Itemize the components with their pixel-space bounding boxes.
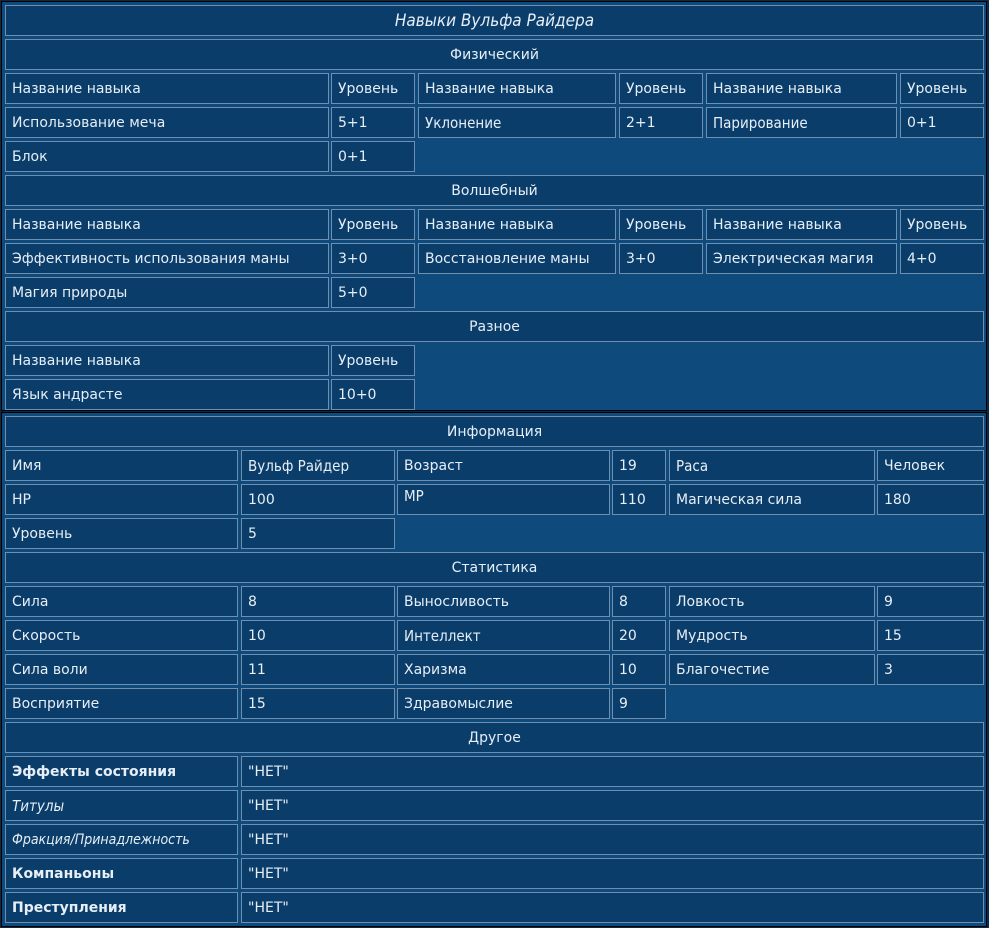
stat-value-willpower: 11: [241, 654, 395, 685]
skill-name: Уклонение: [418, 107, 616, 138]
stat-label-endurance: Выносливость: [397, 586, 610, 617]
info-label-age: Возраст: [397, 450, 610, 481]
skill-name: Электрическая магия: [706, 243, 897, 274]
skill-name: Блок: [5, 141, 329, 172]
other-value-titles: "НЕТ": [241, 790, 984, 821]
stat-value-piety: 3: [877, 654, 984, 685]
skill-name: Восстановление маны: [418, 243, 616, 274]
other-label-titles: Титулы: [5, 790, 238, 821]
column-header-skill-name: Название навыка: [418, 209, 616, 240]
column-header-skill-name: Название навыка: [706, 73, 897, 104]
stat-value-charisma: 10: [612, 654, 666, 685]
stat-label-sanity: Здравомыслие: [397, 688, 610, 719]
info-panel: [1, 412, 987, 927]
skill-level: 5+0: [331, 277, 415, 308]
page-title: Навыки Вульфа Райдера: [5, 5, 984, 36]
info-label-name: Имя: [5, 450, 238, 481]
skill-level: 0+1: [331, 141, 415, 172]
info-value-mp: 110: [612, 484, 666, 515]
column-header-skill-name: Название навыка: [418, 73, 616, 104]
skill-level: 0+1: [900, 107, 984, 138]
other-value-status-effects: "НЕТ": [241, 756, 984, 787]
column-header-level: Уровень: [619, 73, 703, 104]
info-label-magic-power: Магическая сила: [669, 484, 875, 515]
column-header-level: Уровень: [900, 73, 984, 104]
info-value-hp: 100: [241, 484, 395, 515]
skill-level: 4+0: [900, 243, 984, 274]
skill-level: 2+1: [619, 107, 703, 138]
section-header-info: Информация: [5, 416, 984, 447]
other-label-faction: Фракция/Принадлежность: [5, 824, 238, 855]
section-header-misc: Разное: [5, 311, 984, 342]
column-header-skill-name: Название навыка: [5, 209, 329, 240]
stat-label-speed: Скорость: [5, 620, 238, 651]
stat-value-sanity: 9: [612, 688, 666, 719]
section-header-stats: Статистика: [5, 552, 984, 583]
stat-value-agility: 9: [877, 586, 984, 617]
other-value-faction: "НЕТ": [241, 824, 984, 855]
skills-panel: [1, 1, 987, 411]
info-value-name: Вульф Райдер: [241, 450, 395, 481]
stat-label-willpower: Сила воли: [5, 654, 238, 685]
other-label-status-effects: Эффекты состояния: [5, 756, 238, 787]
stat-label-wisdom: Мудрость: [669, 620, 875, 651]
stat-value-strength: 8: [241, 586, 395, 617]
column-header-level: Уровень: [331, 209, 415, 240]
section-header-other: Другое: [5, 722, 984, 753]
skill-level: 5+1: [331, 107, 415, 138]
skill-name: Использование меча: [5, 107, 329, 138]
stat-label-charisma: Харизма: [397, 654, 610, 685]
stat-label-piety: Благочестие: [669, 654, 875, 685]
info-label-level: Уровень: [5, 518, 238, 549]
skill-name: Эффективность использования маны: [5, 243, 329, 274]
stat-label-strength: Сила: [5, 586, 238, 617]
info-label-mp: MP: [397, 484, 610, 515]
info-label-race: Раса: [669, 450, 875, 481]
stat-value-intellect: 20: [612, 620, 666, 651]
other-label-crimes: Преступления: [5, 892, 238, 923]
skill-level: 3+0: [619, 243, 703, 274]
skill-name: Магия природы: [5, 277, 329, 308]
column-header-level: Уровень: [331, 345, 415, 376]
info-value-age: 19: [612, 450, 666, 481]
skill-name: Парирование: [706, 107, 897, 138]
column-header-level: Уровень: [900, 209, 984, 240]
skill-level: 10+0: [331, 379, 415, 410]
column-header-level: Уровень: [619, 209, 703, 240]
info-value-level: 5: [241, 518, 395, 549]
column-header-skill-name: Название навыка: [5, 345, 329, 376]
column-header-skill-name: Название навыка: [5, 73, 329, 104]
stat-value-wisdom: 15: [877, 620, 984, 651]
column-header-level: Уровень: [331, 73, 415, 104]
stat-label-intellect: Интеллект: [397, 620, 610, 651]
info-value-race: Человек: [877, 450, 984, 481]
stat-value-speed: 10: [241, 620, 395, 651]
stat-value-perception: 15: [241, 688, 395, 719]
other-label-companions: Компаньоны: [5, 858, 238, 889]
skill-name: Язык андрасте: [5, 379, 329, 410]
skill-level: 3+0: [331, 243, 415, 274]
stat-label-agility: Ловкость: [669, 586, 875, 617]
info-value-magic-power: 180: [877, 484, 984, 515]
section-header-physical: Физический: [5, 39, 984, 70]
other-value-companions: "НЕТ": [241, 858, 984, 889]
other-value-crimes: "НЕТ": [241, 892, 984, 923]
stat-value-endurance: 8: [612, 586, 666, 617]
info-label-hp: HP: [5, 484, 238, 515]
stat-label-perception: Восприятие: [5, 688, 238, 719]
column-header-skill-name: Название навыка: [706, 209, 897, 240]
section-header-magic: Волшебный: [5, 175, 984, 206]
